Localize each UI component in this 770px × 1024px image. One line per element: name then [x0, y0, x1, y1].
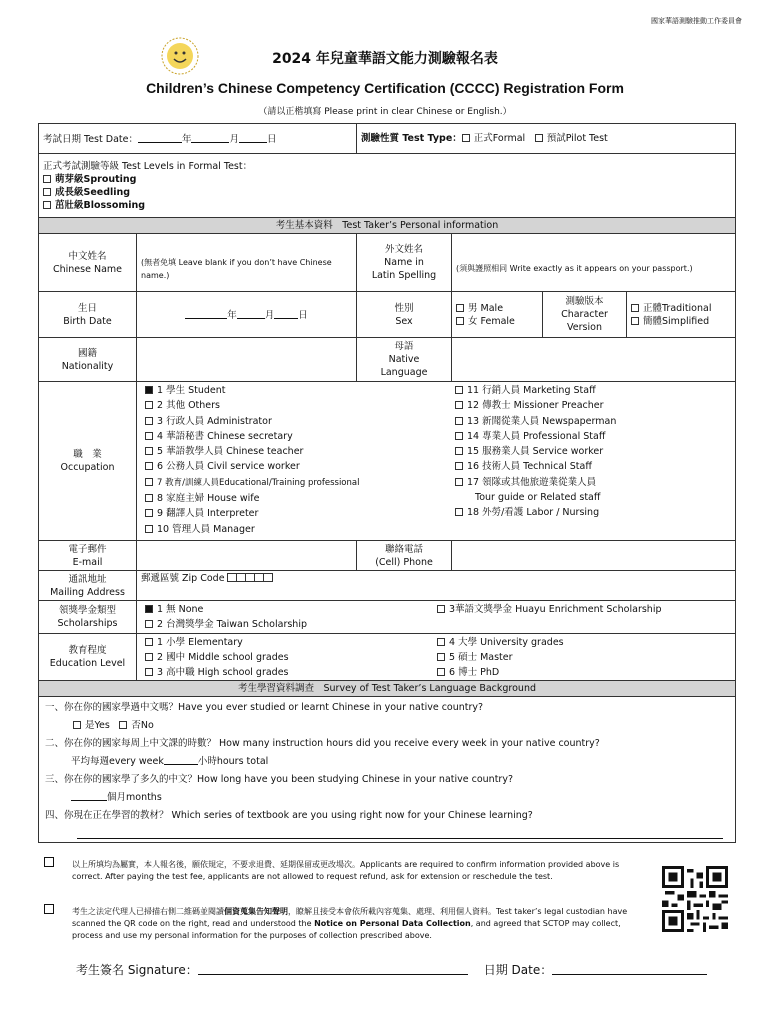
occupation-item: 16 技術人員 Technical Staff: [455, 459, 725, 474]
formal-checkbox[interactable]: [462, 134, 470, 142]
version-label: 測驗版本 Character Version: [543, 292, 627, 338]
occupation-item-cont: Tour guide or Related staff: [475, 492, 601, 504]
qr-code-icon[interactable]: [662, 866, 728, 932]
occupation-checkbox[interactable]: [455, 386, 463, 394]
male-checkbox[interactable]: [456, 304, 464, 312]
test-type-cell: 測驗性質 Test Type： 正式Formal 預試Pilot Test: [357, 124, 736, 154]
email-field[interactable]: [137, 541, 357, 571]
q3-months-input[interactable]: [71, 790, 107, 801]
version-field: 正體Traditional 簡體Simplified: [627, 292, 736, 338]
native-language-label: 母語 Native Language: [357, 338, 452, 382]
q2-hours-input[interactable]: [164, 754, 198, 765]
survey-q2: 二、你在你的國家每周上中文課的時數？ How many instruction hours did you receive every week in your native country?: [45, 738, 600, 749]
female-checkbox[interactable]: [456, 317, 464, 325]
birth-label: 生日 Birth Date: [39, 292, 137, 338]
phone-field[interactable]: [452, 541, 736, 571]
scholarship-none-checkbox[interactable]: [145, 605, 153, 613]
edu-phd-checkbox[interactable]: [437, 668, 445, 676]
occupation-options: [137, 382, 736, 541]
occupation-item: 5 華語教學人員 Chinese teacher: [145, 444, 465, 459]
occupation-checkbox[interactable]: [145, 386, 153, 394]
occupation-checkbox[interactable]: [145, 509, 153, 517]
survey-q4: 四、你現在正在學習的教材？ Which series of textbook are you using right now for your Chinese learning?: [45, 810, 533, 821]
sex-label: 性別 Sex: [357, 292, 452, 338]
date-line[interactable]: [552, 964, 707, 975]
occupation-item: 4 華語秘書 Chinese secretary: [145, 429, 465, 444]
occupation-item: 12 傳教士 Missioner Preacher: [455, 398, 725, 413]
occupation-item: 11 行銷人員 Marketing Staff: [455, 383, 725, 398]
scholarship-options: 1 無 None 2 台灣獎學金 Taiwan Scholarship 3華語文獎學金 Huayu Enrichment Scholarship: [137, 601, 736, 634]
consent-1-checkbox[interactable]: [44, 857, 54, 867]
consent-2-text: 考生之法定代理人已掃描右側二維碼並閱讀個資蒐集告知聲明，瞭解且接受本會依所載內容蒐集、處理、利用個人資料。Test taker’s legal custodian have scanned the QR code on the right, read and understood the Notice on Personal Data Collection, and agreed that SCTOP may collect, process and use my personal information for the purposes of collection prescribed above.: [72, 907, 628, 940]
occupation-item: 10 管理人員 Manager: [145, 522, 465, 537]
sprouting-checkbox[interactable]: [43, 175, 51, 183]
address-field[interactable]: 郵遞區號 Zip Code: [137, 571, 736, 601]
scholarship-label: 領獎學金類型 Scholarships: [39, 601, 137, 634]
occupation-item: 6 公務人員 Civil service worker: [145, 459, 465, 474]
edu-university-checkbox[interactable]: [437, 638, 445, 646]
sex-field: 男 Male 女 Female: [452, 292, 543, 338]
q1-yes-checkbox[interactable]: [73, 721, 81, 729]
scholarship-taiwan-checkbox[interactable]: [145, 620, 153, 628]
address-label: 通訊地址 Mailing Address: [39, 571, 137, 601]
occupation-item: 18 外勞/看護 Labor / Nursing: [455, 505, 725, 520]
edu-high-checkbox[interactable]: [145, 668, 153, 676]
phone-label: 聯絡電話 (Cell) Phone: [357, 541, 452, 571]
occupation-checkbox[interactable]: [145, 525, 153, 533]
occupation-checkbox[interactable]: [455, 401, 463, 409]
section-survey-header: 考生學習資料調查 Survey of Test Taker’s Language Background: [39, 681, 736, 697]
occupation-checkbox[interactable]: [145, 401, 153, 409]
occupation-checkbox[interactable]: [145, 447, 153, 455]
occupation-item: 14 專業人員 Professional Staff: [455, 429, 725, 444]
title-en: Children’s Chinese Competency Certification (CCCC) Registration Form: [146, 80, 624, 96]
birth-field[interactable]: 年 月 日: [137, 292, 357, 338]
q4-answer-line[interactable]: [77, 837, 723, 839]
survey-q3: 三、你在你的國家學了多久的中文？How long have you been studying Chinese in your native country?: [45, 774, 513, 785]
occupation-item: 9 翻譯人員 Interpreter: [145, 506, 465, 521]
occupation-label: 職 業 Occupation: [39, 382, 137, 541]
signature-row: 考生簽名 Signature： 日期 Date：: [76, 961, 707, 978]
occupation-item: 7 教育/訓練人員Educational/Training professional: [145, 475, 465, 491]
pilot-checkbox[interactable]: [535, 134, 543, 142]
q1-no-checkbox[interactable]: [119, 721, 127, 729]
edu-middle-checkbox[interactable]: [145, 653, 153, 661]
education-options: 1 小學 Elementary 2 國中 Middle school grades 3 高中職 High school grades 4 大學 University grades 5 碩士 Master 6 博士 PhD: [137, 634, 736, 681]
occupation-checkbox[interactable]: [145, 494, 153, 502]
chinese-name-label: 中文姓名 Chinese Name: [39, 234, 137, 292]
foreign-name-label: 外文姓名 Name in Latin Spelling: [357, 234, 452, 292]
occupation-checkbox[interactable]: [145, 432, 153, 440]
test-levels-cell: 正式考試測驗等級 Test Levels in Formal Test： 萌芽級Sprouting 成長級Seedling 茁壯級Blossoming: [39, 154, 736, 218]
occupation-checkbox[interactable]: [455, 508, 463, 516]
scholarship-huayu-checkbox[interactable]: [437, 605, 445, 613]
occupation-item: 15 服務業人員 Service worker: [455, 444, 725, 459]
occupation-item: 3 行政人員 Administrator: [145, 414, 465, 429]
occupation-item: 1 學生 Student: [145, 383, 465, 398]
occupation-item: 2 其他 Others: [145, 398, 465, 413]
occupation-checkbox[interactable]: [455, 447, 463, 455]
test-date-cell[interactable]: 考試日期 Test Date： 年 月 日: [39, 124, 357, 154]
nationality-label: 國籍 Nationality: [39, 338, 137, 382]
occupation-item: 8 家庭主婦 House wife: [145, 491, 465, 506]
organization-name: 國家華語測驗推動工作委員會: [651, 17, 742, 25]
email-label: 電子郵件 E-mail: [39, 541, 137, 571]
occupation-item: 17 領隊或其他旅遊業從業人員: [455, 475, 725, 490]
edu-elementary-checkbox[interactable]: [145, 638, 153, 646]
occupation-checkbox[interactable]: [145, 462, 153, 470]
edu-master-checkbox[interactable]: [437, 653, 445, 661]
instruction: （請以正楷填寫 Please print in clear Chinese or English.）: [258, 107, 512, 117]
education-label: 教育程度 Education Level: [39, 634, 137, 681]
occupation-checkbox[interactable]: [455, 478, 463, 486]
occupation-checkbox[interactable]: [455, 417, 463, 425]
traditional-checkbox[interactable]: [631, 304, 639, 312]
signature-line[interactable]: [198, 964, 468, 975]
occupation-checkbox[interactable]: [145, 417, 153, 425]
survey-block: 一、你在你的國家學過中文嗎？Have you ever studied or learnt Chinese in your native country? 是Yes 否No 二、你在你的國家每周上中文課的時數？ How many instruction hours did you receive every week in your native country? 平均每週every week 小時hours total 三、你在你的國家學了多久的中文？How long have you been studying Chinese in your native country? 個月months 四、你現在正在學習的教材？ Which series of textbook are you using right now for your Chinese learning?: [39, 697, 736, 843]
title-zh: 2024 年兒童華語文能力測驗報名表: [272, 51, 498, 67]
blossoming-checkbox[interactable]: [43, 201, 51, 209]
chinese-name-field[interactable]: (無者免填 Leave blank if you don’t have Chinese name.): [137, 234, 357, 292]
occupation-checkbox[interactable]: [455, 462, 463, 470]
nationality-field[interactable]: [137, 338, 357, 382]
seedling-checkbox[interactable]: [43, 188, 51, 196]
survey-q1: 一、你在你的國家學過中文嗎？Have you ever studied or learnt Chinese in your native country?: [45, 702, 484, 713]
simplified-checkbox[interactable]: [631, 317, 639, 325]
native-language-field[interactable]: [452, 338, 736, 382]
section-personal-header: 考生基本資料 Test Taker’s Personal information: [39, 218, 736, 234]
foreign-name-field[interactable]: (須與護照相同 Write exactly as it appears on your passport.): [452, 234, 736, 292]
consent-2-checkbox[interactable]: [44, 904, 54, 914]
occupation-checkbox[interactable]: [455, 432, 463, 440]
consent-1-text: 以上所填均為屬實，本人報名後，願依規定，不要求退費、延期保留或更改場次。Applicants are required to confirm information provided above is correct. After paying the test fee, applicants are not allowed to request refund, ask for extension or reschedule the test.: [72, 860, 620, 881]
registration-form: [38, 123, 736, 843]
occupation-item: 13 新聞從業人員 Newspaperman: [455, 414, 725, 429]
occupation-checkbox[interactable]: [145, 478, 153, 486]
